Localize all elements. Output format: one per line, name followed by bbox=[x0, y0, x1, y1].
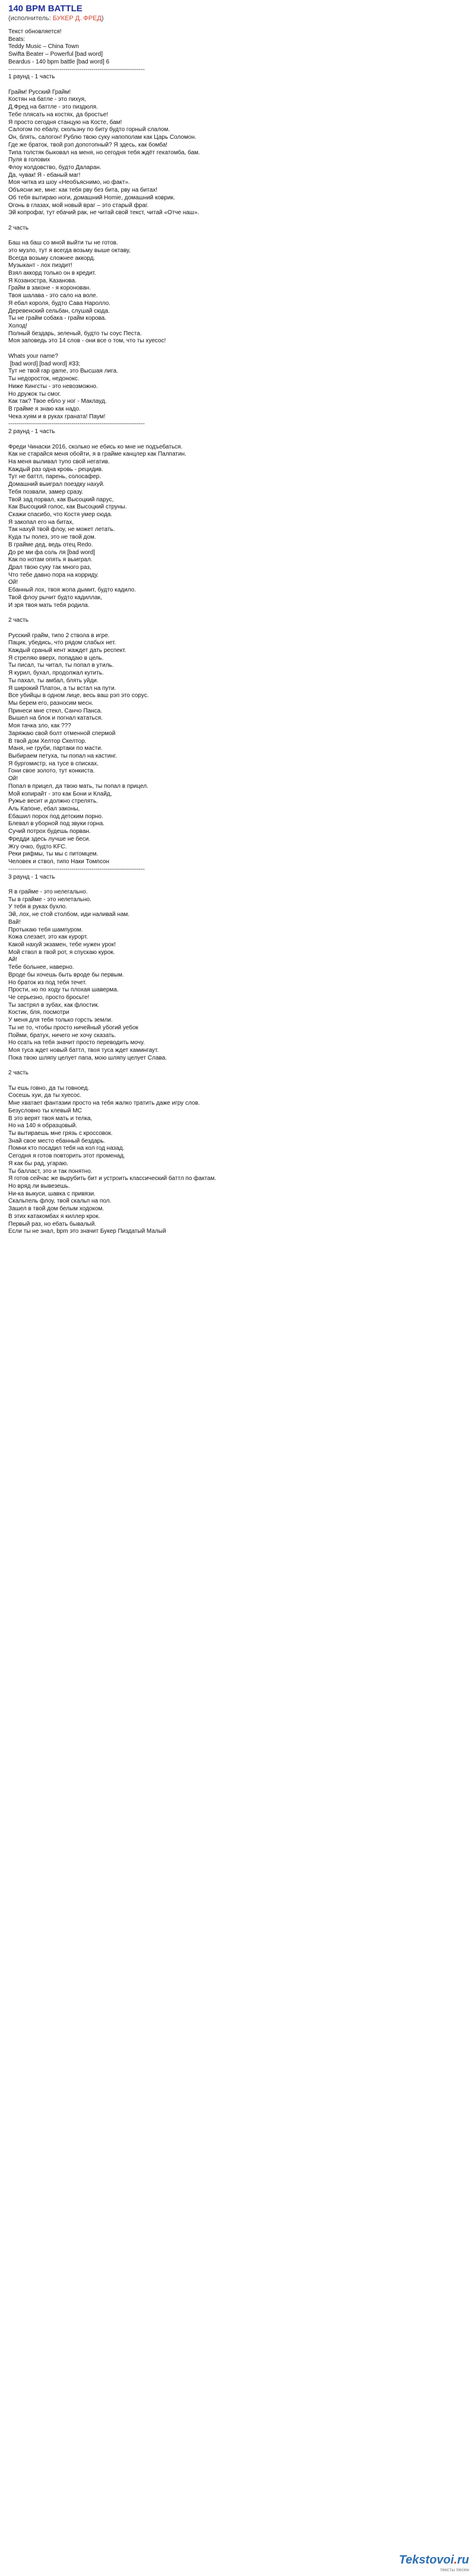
lyrics-line: В грайме я знаю как надо. bbox=[8, 405, 81, 412]
lyrics-line: Первый раз, но ебать бывалый. bbox=[8, 1220, 97, 1227]
lyrics-line: Ты в грайме - это нелетально. bbox=[8, 896, 91, 903]
lyrics-line: Вроде бы хочешь быть вроде бы первым. bbox=[8, 971, 124, 978]
lyrics-line: Каждый сраный кент жаждет дать респект. bbox=[8, 647, 126, 654]
lyrics-line: Ты не то, чтобы просто ничейный убогий уебок bbox=[8, 1024, 138, 1031]
lyrics-line: Гони свое золото, тут конкиста. bbox=[8, 768, 95, 775]
lyrics-line: Ты недоросток, недонокс. bbox=[8, 376, 80, 383]
lyrics-line bbox=[8, 232, 471, 240]
lyrics-line: У тебя в руках бухло. bbox=[8, 904, 68, 911]
lyrics-line: Как по нотам опять я выиграл. bbox=[8, 556, 93, 564]
lyrics-line: Полный бездарь, зеленый, будто ты соус Песта. bbox=[8, 330, 142, 337]
lyrics-line: Человек и ствол, типо Наки Томпсон bbox=[8, 858, 110, 866]
lyrics-line: Баш на баш со мной выйти ты не готов. bbox=[8, 240, 118, 247]
lyrics-line bbox=[8, 609, 471, 617]
lyrics-line: Холод! bbox=[8, 323, 27, 330]
lyrics-line bbox=[8, 436, 471, 444]
lyrics-line: Твой зад порвал, как Высоцкий парус, bbox=[8, 496, 114, 503]
performer-link[interactable]: БУКЕР Д. ФРЕД bbox=[52, 15, 102, 22]
lyrics-line: Пойми, братух, ничего не хочу сказать. bbox=[8, 1032, 116, 1039]
site-logo[interactable] bbox=[399, 2553, 469, 2572]
lyrics-line: Чека хуям и в руках граната! Паум! bbox=[8, 413, 106, 420]
lyrics-line: Ай! bbox=[8, 956, 18, 963]
lyrics-line: Музыкант - лох пиздит! bbox=[8, 262, 72, 269]
lyrics-line: Прости, но по ходу ты плохая шаверма. bbox=[8, 987, 119, 994]
lyrics-line: Вай! bbox=[8, 918, 21, 926]
lyrics-line: Я просто сегодня станцую на Косте, бам! bbox=[8, 119, 122, 126]
lyrics-line: Я Козаностра, Казанова. bbox=[8, 277, 77, 284]
lyrics-line bbox=[8, 217, 471, 225]
lyrics-line: Так нахуй твой флоу, не может летать. bbox=[8, 526, 115, 533]
lyrics-line: Я бургомистр, на тусе в списках. bbox=[8, 760, 99, 767]
lyrics-line: Объясни же, мне: как тебя рву без бита, рву на битах! bbox=[8, 187, 158, 194]
lyrics-line: Пока твою шляпу целует папа, мою шляпу целует Слава. bbox=[8, 1054, 167, 1061]
lyrics-line: Ты писал, ты читал, ты попал в утиль. bbox=[8, 662, 114, 669]
lyrics-line: Моя заповедь это 14 слов - они все о том, что ты хуесос! bbox=[8, 338, 166, 345]
lyrics-line: Принеси мне стекл, Санчо Панса. bbox=[8, 707, 103, 714]
lyrics-line: Мне хватает фантазии просто на тебя жалко тратить даже игру слов. bbox=[8, 1100, 200, 1107]
lyrics-line: У меня для тебя только горсть земли. bbox=[8, 1017, 113, 1024]
lyrics-line: Грайм в законе - я коронован. bbox=[8, 285, 91, 292]
lyrics-line: Ниже Кингсты - это невозможно. bbox=[8, 383, 98, 390]
lyrics-line: Скальпель флоу, твой скальп на пол. bbox=[8, 1198, 112, 1205]
lyrics-line: Протыкаю тебя шампуром. bbox=[8, 926, 83, 933]
lyrics-line: Огонь в глазах, мой новый враг – это старый фраг. bbox=[8, 202, 149, 209]
lyrics-line bbox=[8, 1077, 471, 1085]
lyrics-line: Но ссать на тебя значит просто переводить мочу. bbox=[8, 1039, 145, 1047]
lyrics-line: Teddy Music – China Town bbox=[8, 43, 79, 50]
lyrics-line: Но вряд ли вывезешь. bbox=[8, 1182, 70, 1190]
lyrics-line: Ты застрял в зубах, как флостик. bbox=[8, 1001, 100, 1009]
lyrics-line bbox=[8, 881, 471, 889]
lyrics-line: Домашний выиграл поездку нахуй. bbox=[8, 481, 105, 488]
lyrics-line: На меня выливал тупо свой негатив. bbox=[8, 458, 110, 465]
lyrics-line: Тебе плясать на костях, да бростье! bbox=[8, 111, 109, 118]
lyrics-line: Но браток из под тебя течет. bbox=[8, 979, 87, 986]
lyrics-line: Ружье весит и должно стрелять. bbox=[8, 798, 98, 805]
lyrics-line: Костян на батле - это пихуя, bbox=[8, 96, 86, 103]
lyrics-line: Драл твою суку так много раз, bbox=[8, 564, 91, 571]
lyrics-line: Д.Фред на баттле - это пиздюля. bbox=[8, 104, 98, 111]
lyrics-line: В этих катакомбах я киллер крок. bbox=[8, 1213, 100, 1220]
lyrics-line: Маня, не груби, партаки по масти. bbox=[8, 745, 103, 752]
lyrics-line: Я курил, бухал, продолжал кутить. bbox=[8, 670, 104, 677]
lyrics-line: --------------------------------------------------------------------- bbox=[8, 866, 145, 873]
lyrics-line: Помни кто посадил тебя на кол год назад. bbox=[8, 1145, 125, 1152]
lyrics-line: Моя туса ждет новый баттл, твоя туса ждет камингаут. bbox=[8, 1047, 159, 1054]
lyrics-line bbox=[8, 81, 471, 89]
lyrics-line: 1 раунд - 1 часть bbox=[8, 74, 55, 81]
lyrics-line: Сосешь хуи, да ты хуесос. bbox=[8, 1092, 82, 1099]
lyrics-line: Я закопал его на битах, bbox=[8, 519, 74, 526]
lyrics-line: Что тебе давно пора на корриду. bbox=[8, 571, 99, 578]
lyrics-line: Фредди здесь лучше не беси. bbox=[8, 835, 91, 842]
lyrics-line: --------------------------------------------------------------------- bbox=[8, 421, 145, 428]
lyrics-line: Тут не твой rap game, это Высшая лига. bbox=[8, 368, 118, 375]
lyrics-line: Мой ствол в твой рот, я спускаю курок. bbox=[8, 949, 115, 956]
lyrics-line: Взял аккорд только он в кредит. bbox=[8, 270, 96, 276]
lyrics-line: Блевал в уборной под звуки горна. bbox=[8, 820, 104, 828]
lyrics-line bbox=[8, 345, 471, 353]
lyrics-line: Если ты не знал, bpm это значит Букер Пиздатый Малый bbox=[8, 1228, 166, 1235]
performer-line bbox=[8, 14, 471, 23]
lyrics-line: Жгу очко, будто KFC. bbox=[8, 843, 67, 850]
performer-prefix: (исполнитель: bbox=[8, 15, 53, 22]
lyrics-line: Эй, лох, не стой столбом, иди наливай нам. bbox=[8, 911, 130, 918]
lyrics-line: Че серьезно, просто бросьте! bbox=[8, 994, 90, 1001]
lyrics-line: Эй копрофаг, тут ебачий рак, не читай свой текст, читай «Отче наш». bbox=[8, 209, 200, 217]
lyrics-line: Салогом по ебалу, скользну по биту будто горный слалом. bbox=[8, 126, 170, 133]
lyrics-line: Безусловно ты клевый МС bbox=[8, 1107, 82, 1114]
lyrics-line: Куда ты полез, это не твой дом. bbox=[8, 534, 96, 541]
lyrics-text bbox=[8, 28, 471, 1236]
lyrics-line: Моя читка из шоу «Необъяснимо, но факт». bbox=[8, 179, 130, 186]
lyrics-line: Как не старайся меня обойти, я в грайме канцлер как Палпатин. bbox=[8, 451, 186, 458]
lyrics-line: В твой дом Хелтор Скелтор. bbox=[8, 737, 87, 745]
lyrics-line: Beardus - 140 bpm battle [bad word] 6 bbox=[8, 58, 110, 65]
song-title: 140 BPM BATTLE bbox=[8, 4, 83, 14]
lyrics-line: Ой! bbox=[8, 579, 18, 586]
lyrics-line: Какой нахуй экзамен, тебе нужен урок! bbox=[8, 941, 116, 948]
lyrics-line: Попал в прицел, да твою мать, ты попал в прицел. bbox=[8, 783, 148, 790]
lyrics-line: Тут не баттл, парень, солосафер. bbox=[8, 473, 101, 481]
lyrics-line: Скажи спасибо, что Костя умер сюда. bbox=[8, 511, 113, 518]
lyrics-line: Но дружок ты смог. bbox=[8, 390, 61, 397]
lyrics-line: Костик, бля, посмотри bbox=[8, 1009, 69, 1016]
lyrics-line: Где же браток, твой рэп допотопный? Я здесь, как бомба! bbox=[8, 141, 168, 148]
brand-main: Tekstovoi bbox=[398, 2553, 454, 2567]
lyrics-line: Whats your name? bbox=[8, 352, 58, 360]
lyrics-line: Аль Капоне, ебал законы, bbox=[8, 806, 80, 813]
site-tagline: тексты песен bbox=[440, 2567, 469, 2572]
lyrics-line: 2 часть bbox=[8, 1070, 28, 1077]
lyrics-line: --------------------------------------------------------------------- bbox=[8, 66, 145, 73]
lyrics-line: Сучий потрох будешь порван. bbox=[8, 828, 91, 835]
brand-tld: ru bbox=[457, 2553, 469, 2567]
lyrics-line: Вышел на блок и погнал кататься. bbox=[8, 715, 103, 722]
lyrics-line: Заряжаю свой болт отменной спермой bbox=[8, 730, 116, 737]
lyrics-line: Знай свое место ебанный бездарь. bbox=[8, 1137, 106, 1144]
lyrics-line: Пуля в голових bbox=[8, 157, 50, 164]
lyrics-line: Кожа слезает, это как курорт. bbox=[8, 934, 88, 941]
lyrics-line: Флоу колдовство, будто Даларан. bbox=[8, 164, 102, 171]
lyrics-line bbox=[8, 625, 471, 632]
lyrics-line: И зря твоя мать тебя родила. bbox=[8, 602, 90, 609]
lyrics-line: Как так? Твое ебло у ног - Маклауд. bbox=[8, 398, 107, 405]
lyrics-line: Ты балласт, это и так понятно. bbox=[8, 1168, 93, 1175]
lyrics-line: В это верят твоя мать и телка, bbox=[8, 1115, 93, 1122]
lyrics-line: Я ебал короля, будто Сава Наролло. bbox=[8, 300, 110, 307]
lyrics-line: Грайм! Русский Грайм! bbox=[8, 88, 71, 96]
lyrics-line: Я в грайме - это нелегально. bbox=[8, 888, 88, 895]
performer-suffix: ) bbox=[101, 15, 104, 22]
lyrics-line: Текст обновляется! bbox=[8, 28, 62, 35]
lyrics-line: Твой флоу рычит будто кадиллак, bbox=[8, 594, 102, 601]
lyrics-line bbox=[8, 1062, 471, 1070]
lyrics-line: Я стреляю вверх, попадаю в цель. bbox=[8, 654, 104, 662]
lyrics-line: Твоя шалава - это сало на воле. bbox=[8, 292, 98, 300]
lyrics-line: До ре ми фа соль ля [bad word] bbox=[8, 549, 95, 556]
site-brand bbox=[399, 2553, 469, 2567]
lyrics-line: Ни-ка выкуси, шавка с привязи. bbox=[8, 1190, 96, 1197]
lyrics-line: Фреди Чинаски 2016, сколько не ебись ко мне не подъебаться. bbox=[8, 443, 183, 450]
lyrics-line: Все убийцы в одном лице, весь ваш рэп это сорус. bbox=[8, 692, 149, 699]
lyrics-line: Типа толстяк быковал на меня, но сегодня тебя ждёт гекатомба, бам. bbox=[8, 149, 200, 156]
lyrics-line: Мы берем его, разносим месн. bbox=[8, 699, 94, 707]
lyrics-line: 2 часть bbox=[8, 224, 28, 231]
lyrics-line: Ты вытираешь мне грязь с кроссовок. bbox=[8, 1130, 113, 1137]
lyrics-line: Как Высоцкий голос, как Высоцкий струны. bbox=[8, 504, 127, 511]
lyrics-line: Ебашил порох под детским порно. bbox=[8, 813, 103, 820]
lyrics-line: Мой копирайт - это как Бони и Клайд, bbox=[8, 790, 112, 797]
lyrics-line: Я готов сейчас же вырубить бит и устроить классический баттл по фактам. bbox=[8, 1175, 217, 1182]
lyrics-line: Каждый раз одна кровь - рецидив. bbox=[8, 466, 103, 473]
lyrics-line: Ебанный лох, твоя жопа дымит, будто кадило. bbox=[8, 587, 137, 594]
lyrics-line: Зашел в твой дом белым ходоком. bbox=[8, 1206, 104, 1213]
lyrics-line: Да, чувак! Я - ебаный маг! bbox=[8, 171, 81, 179]
lyrics-line: Сегодня я готов повторить этот променад. bbox=[8, 1153, 125, 1160]
lyrics-line: Моя тачка зло, как ??? bbox=[8, 723, 71, 730]
lyrics-page bbox=[8, 4, 471, 1236]
lyrics-line: Ты не грайм собака - грайм корова. bbox=[8, 315, 107, 322]
lyrics-line: это музло, тут я всегда возьму выше октаву, bbox=[8, 247, 131, 254]
lyrics-line: Ой! bbox=[8, 775, 18, 783]
lyrics-line: В грайме дед, ведь отец Redo. bbox=[8, 541, 93, 548]
lyrics-line: 2 раунд - 1 часть bbox=[8, 428, 55, 435]
lyrics-line: Я широкий Платон, а ты встал на пути. bbox=[8, 685, 116, 692]
lyrics-line: Пацик, убедись, что рядом слабых нет. bbox=[8, 640, 116, 647]
lyrics-line: Ты пахал, ты амбал, блять уйди. bbox=[8, 677, 99, 684]
brand-dot: . bbox=[454, 2553, 457, 2567]
lyrics-line: 2 часть bbox=[8, 617, 28, 624]
lyrics-line: Я как бы рад, угараю. bbox=[8, 1160, 68, 1167]
lyrics-line: Выбираем петуха, ты попал на кастинг. bbox=[8, 753, 117, 759]
lyrics-line: Тебя позвали, замер сразу. bbox=[8, 488, 84, 495]
lyrics-line: Деревенский сельбан, слушай сюда. bbox=[8, 307, 110, 314]
lyrics-line: 3 раунд - 1 часть bbox=[8, 873, 55, 880]
lyrics-line: [bad word] [bad word] #33; bbox=[8, 360, 81, 367]
lyrics-line: Но на 140 я образцовый. bbox=[8, 1122, 78, 1130]
lyrics-line: Об тебя вытираю ноги, домашний Homie, домашний коврик. bbox=[8, 194, 175, 201]
lyrics-line: Ты ешь говно, да ты говноед. bbox=[8, 1085, 90, 1092]
lyrics-line: Тебе больнее, наверно. bbox=[8, 964, 74, 971]
lyrics-line: Он, блять, салогон! Рублю твою суку напополам как Царь Соломон. bbox=[8, 134, 197, 141]
lyrics-line: Реки рифмы, ты мы с питомцем. bbox=[8, 851, 99, 858]
lyrics-line: Beats: bbox=[8, 36, 26, 43]
lyrics-line: Всегда возьму сложнее аккорд. bbox=[8, 255, 96, 262]
lyrics-line: Русский грайм, типо 2 ствола в игре. bbox=[8, 632, 110, 639]
lyrics-line: Swifta Beater – Powerful [bad word] bbox=[8, 51, 103, 58]
